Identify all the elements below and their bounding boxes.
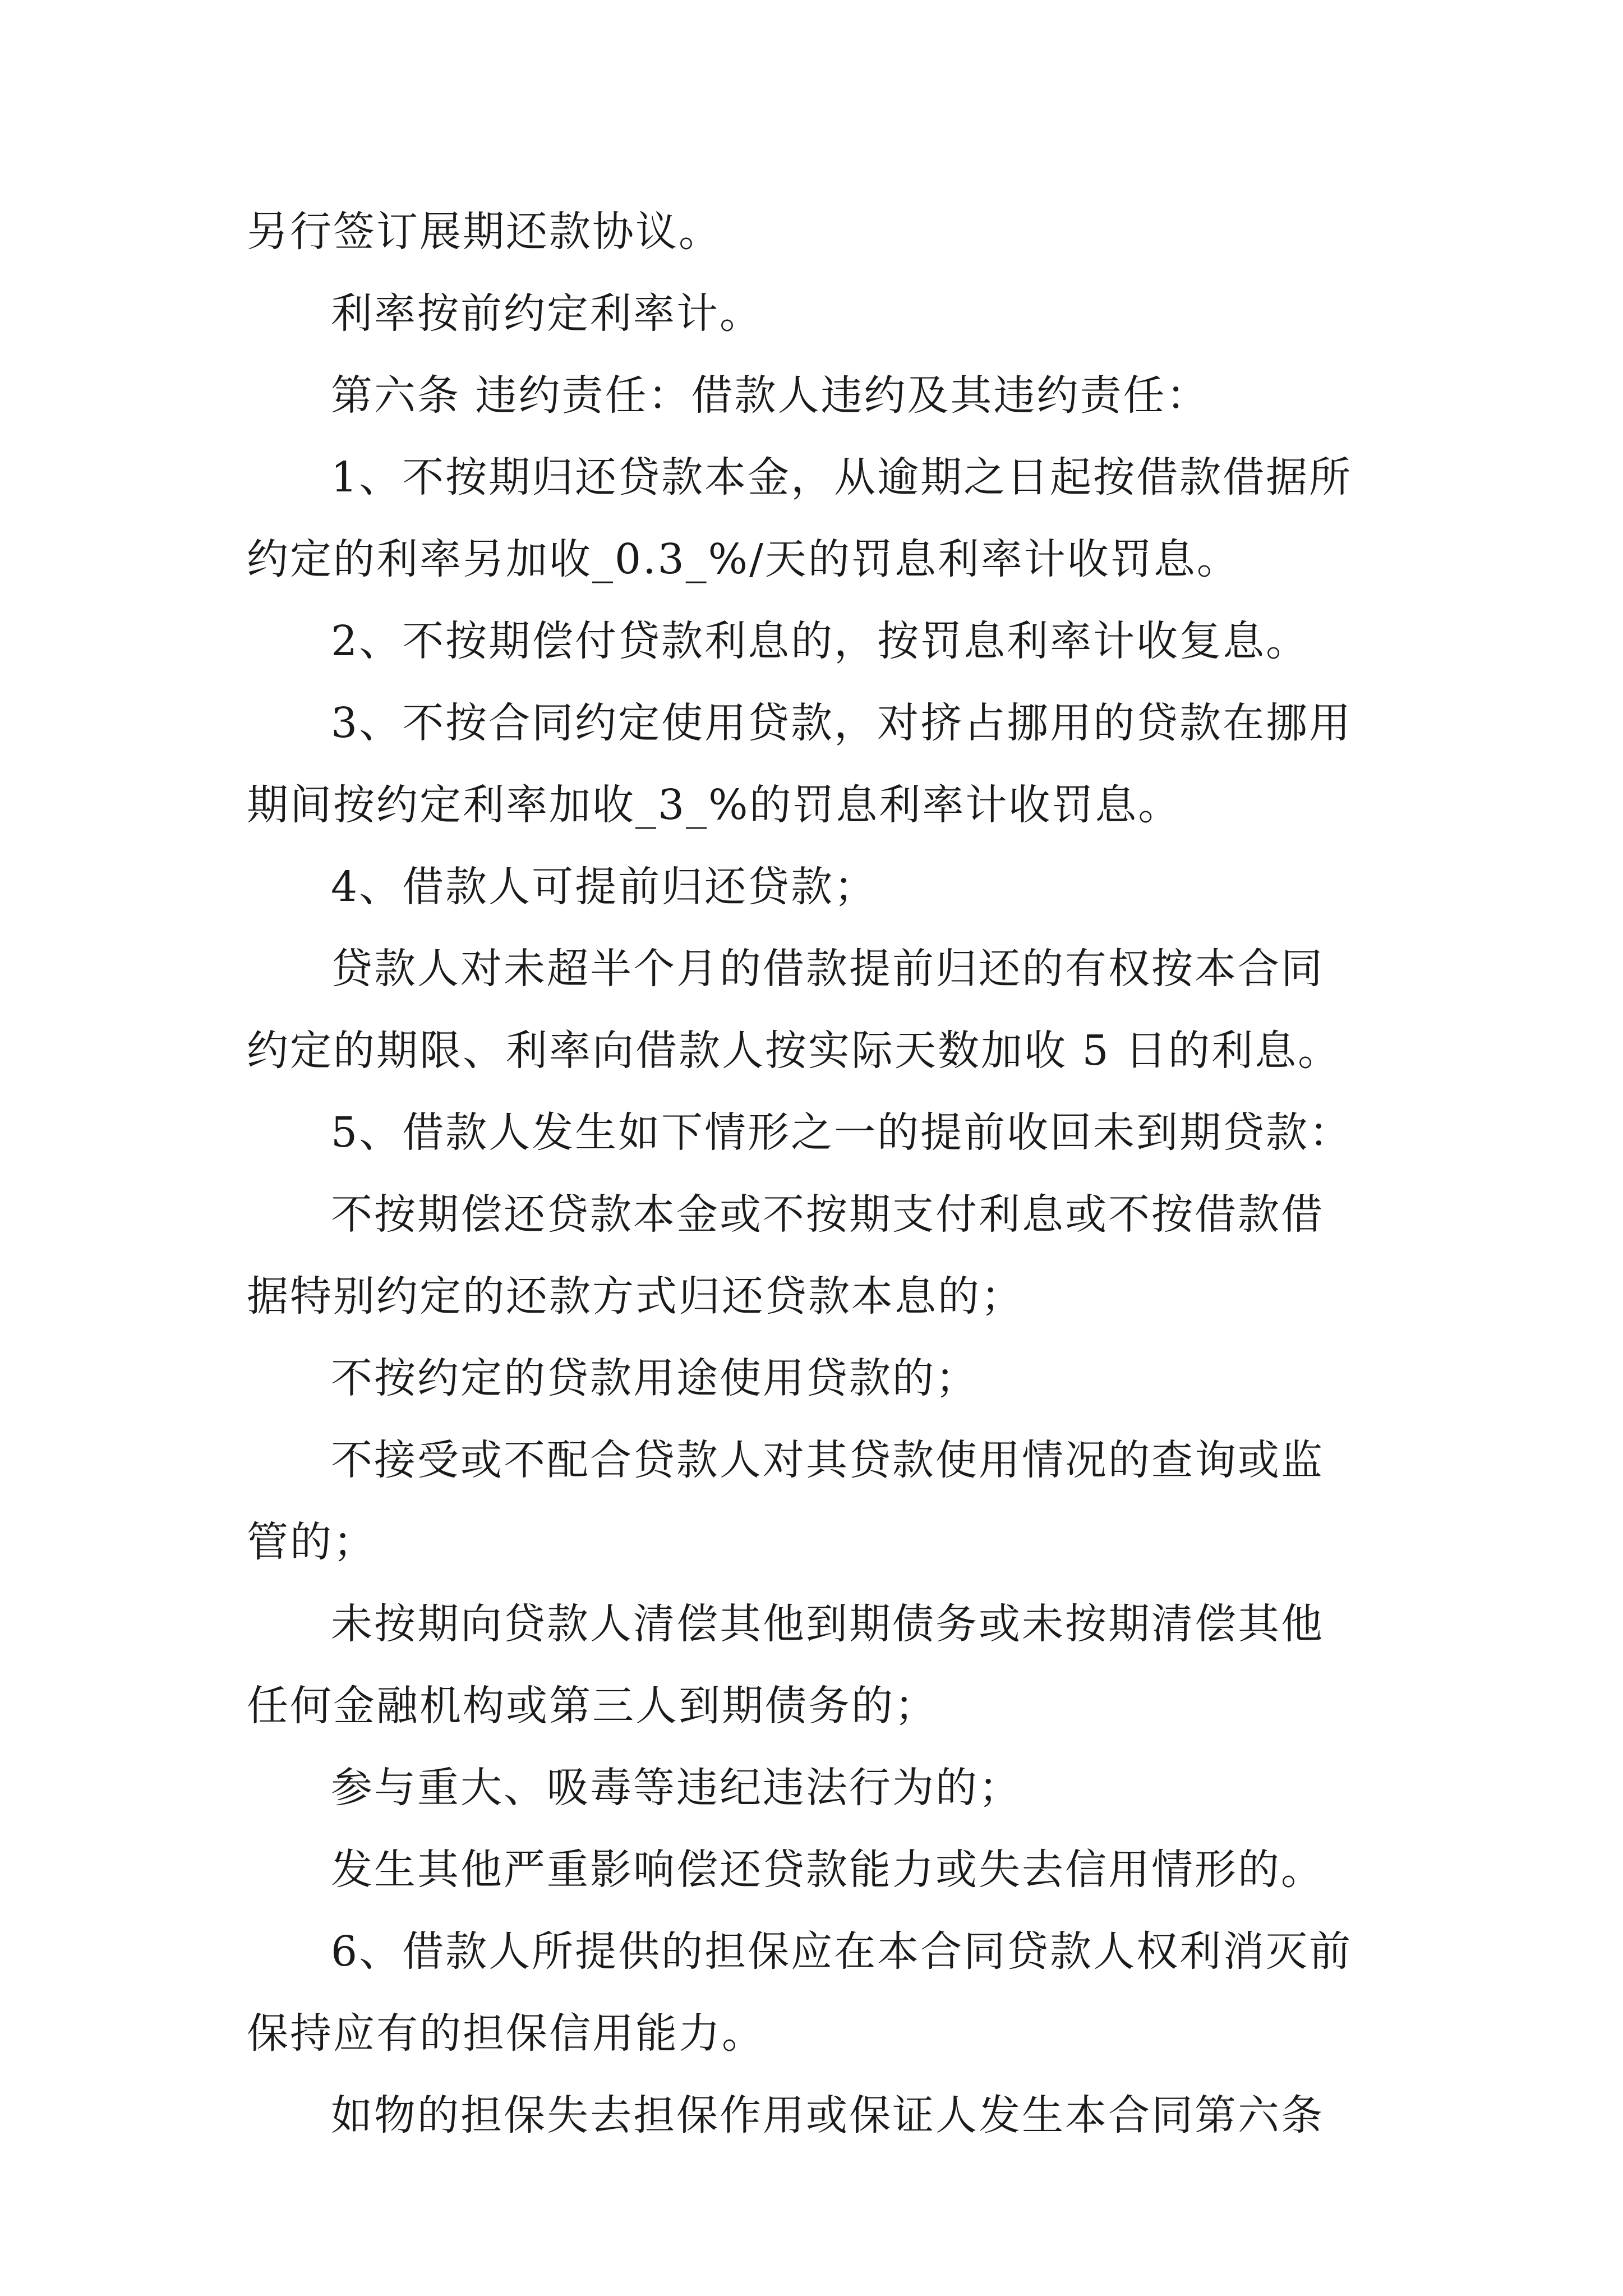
text-line: 另行签订展期还款协议。 — [247, 208, 722, 256]
text-line: 约定的利率另加收_0.3_%/天的罚息利率计收罚息。 — [247, 535, 1240, 583]
document-body — [247, 191, 1391, 2156]
text-line: 任何金融机构或第三人到期债务的； — [247, 1682, 938, 1730]
text-line: 6、借款人所提供的担保应在本合同贷款人权利消灭前 — [331, 1927, 1353, 1976]
text-line: 1、不按期归还贷款本金，从逾期之日起按借款借据所 — [331, 453, 1353, 501]
text-line: 发生其他严重影响偿还贷款能力或失去信用情形的。 — [331, 1846, 1324, 1894]
text-line: 约定的期限、利率向借款人按实际天数加收 5 日的利息。 — [247, 1027, 1341, 1075]
text-line: 3、不按合同约定使用贷款，对挤占挪用的贷款在挪用 — [331, 699, 1353, 747]
section-heading: 第六条 违约责任：借款人违约及其违约责任： — [331, 371, 1210, 420]
text-line: 不按约定的贷款用途使用贷款的； — [331, 1354, 979, 1402]
text-line: 不按期偿还贷款本金或不按期支付利息或不按借款借 — [331, 1190, 1324, 1239]
text-line: 期间按约定利率加收_3_%的罚息利率计收罚息。 — [247, 781, 1182, 829]
text-line: 如物的担保失去担保作用或保证人发生本合同第六条 — [331, 2091, 1324, 2139]
text-line: 5、借款人发生如下情形之一的提前收回未到期贷款： — [331, 1108, 1353, 1157]
text-line: 4、借款人可提前归还贷款； — [331, 863, 878, 911]
text-line: 不接受或不配合贷款人对其贷款使用情况的查询或监 — [331, 1436, 1324, 1484]
text-line: 保持应有的担保信用能力。 — [247, 2009, 765, 2058]
text-line: 未按期向贷款人清偿其他到期债务或未按期清偿其他 — [331, 1600, 1324, 1648]
text-line: 利率按前约定利率计。 — [331, 289, 763, 338]
text-line: 贷款人对未超半个月的借款提前归还的有权按本合同 — [331, 945, 1324, 993]
text-line: 2、不按期偿付贷款利息的，按罚息利率计收复息。 — [331, 617, 1310, 665]
text-line: 管的； — [247, 1518, 376, 1566]
text-line: 参与重大、吸毒等违纪违法行为的； — [331, 1764, 1022, 1812]
text-line: 据特别约定的还款方式归还贷款本息的； — [247, 1272, 1024, 1320]
